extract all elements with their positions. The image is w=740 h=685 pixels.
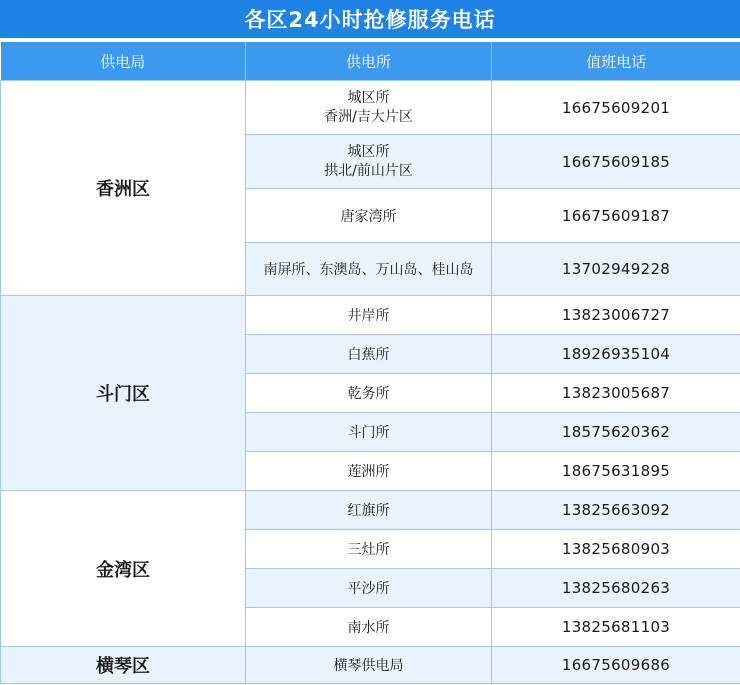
station-cell <box>246 135 492 189</box>
page-title: 各区24小时抢修服务电话 <box>0 0 740 38</box>
phone-cell: 18575620362 <box>492 413 740 452</box>
phone-cell: 16675609185 <box>492 135 740 189</box>
station-cell: 南水所 <box>246 608 492 647</box>
table-row <box>1 81 740 135</box>
station-line: 拱北/前山片区 <box>324 162 413 179</box>
phone-cell: 13823005687 <box>492 374 740 413</box>
station-line: 城区所 <box>347 89 390 106</box>
bureau-cell: 斗门区 <box>1 296 246 491</box>
station-cell: 斗门所 <box>246 413 492 452</box>
table-row <box>1 647 740 684</box>
phone-cell: 13825663092 <box>492 491 740 530</box>
station-cell: 乾务所 <box>246 374 492 413</box>
station-cell: 井岸所 <box>246 296 492 335</box>
table-row <box>1 491 740 530</box>
header-bureau: 供电局 <box>1 42 246 81</box>
station-cell: 白蕉所 <box>246 335 492 374</box>
header-phone: 值班电话 <box>492 42 740 81</box>
station-cell <box>246 81 492 135</box>
phone-cell: 13825680903 <box>492 530 740 569</box>
station-cell: 南屏所、东澳岛、万山岛、桂山岛 <box>246 243 492 296</box>
station-cell: 平沙所 <box>246 569 492 608</box>
hotline-table <box>0 42 740 684</box>
phone-cell: 13825681103 <box>492 608 740 647</box>
phone-cell: 16675609187 <box>492 189 740 243</box>
station-cell: 横琴供电局 <box>246 647 492 684</box>
bureau-cell: 金湾区 <box>1 491 246 647</box>
phone-cell: 18926935104 <box>492 335 740 374</box>
station-cell: 唐家湾所 <box>246 189 492 243</box>
phone-cell: 13702949228 <box>492 243 740 296</box>
station-line: 香洲/吉大片区 <box>324 108 413 125</box>
station-cell: 红旗所 <box>246 491 492 530</box>
phone-cell: 16675609686 <box>492 647 740 684</box>
phone-cell: 13823006727 <box>492 296 740 335</box>
header-station: 供电所 <box>246 42 492 81</box>
phone-cell: 16675609201 <box>492 81 740 135</box>
table-row <box>1 296 740 335</box>
station-line: 城区所 <box>347 143 390 160</box>
bureau-cell: 横琴区 <box>1 647 246 684</box>
bureau-cell: 香洲区 <box>1 81 246 296</box>
station-cell: 三灶所 <box>246 530 492 569</box>
phone-cell: 13825680263 <box>492 569 740 608</box>
station-cell: 莲洲所 <box>246 452 492 491</box>
table-header-row <box>1 42 740 81</box>
phone-cell: 18675631895 <box>492 452 740 491</box>
